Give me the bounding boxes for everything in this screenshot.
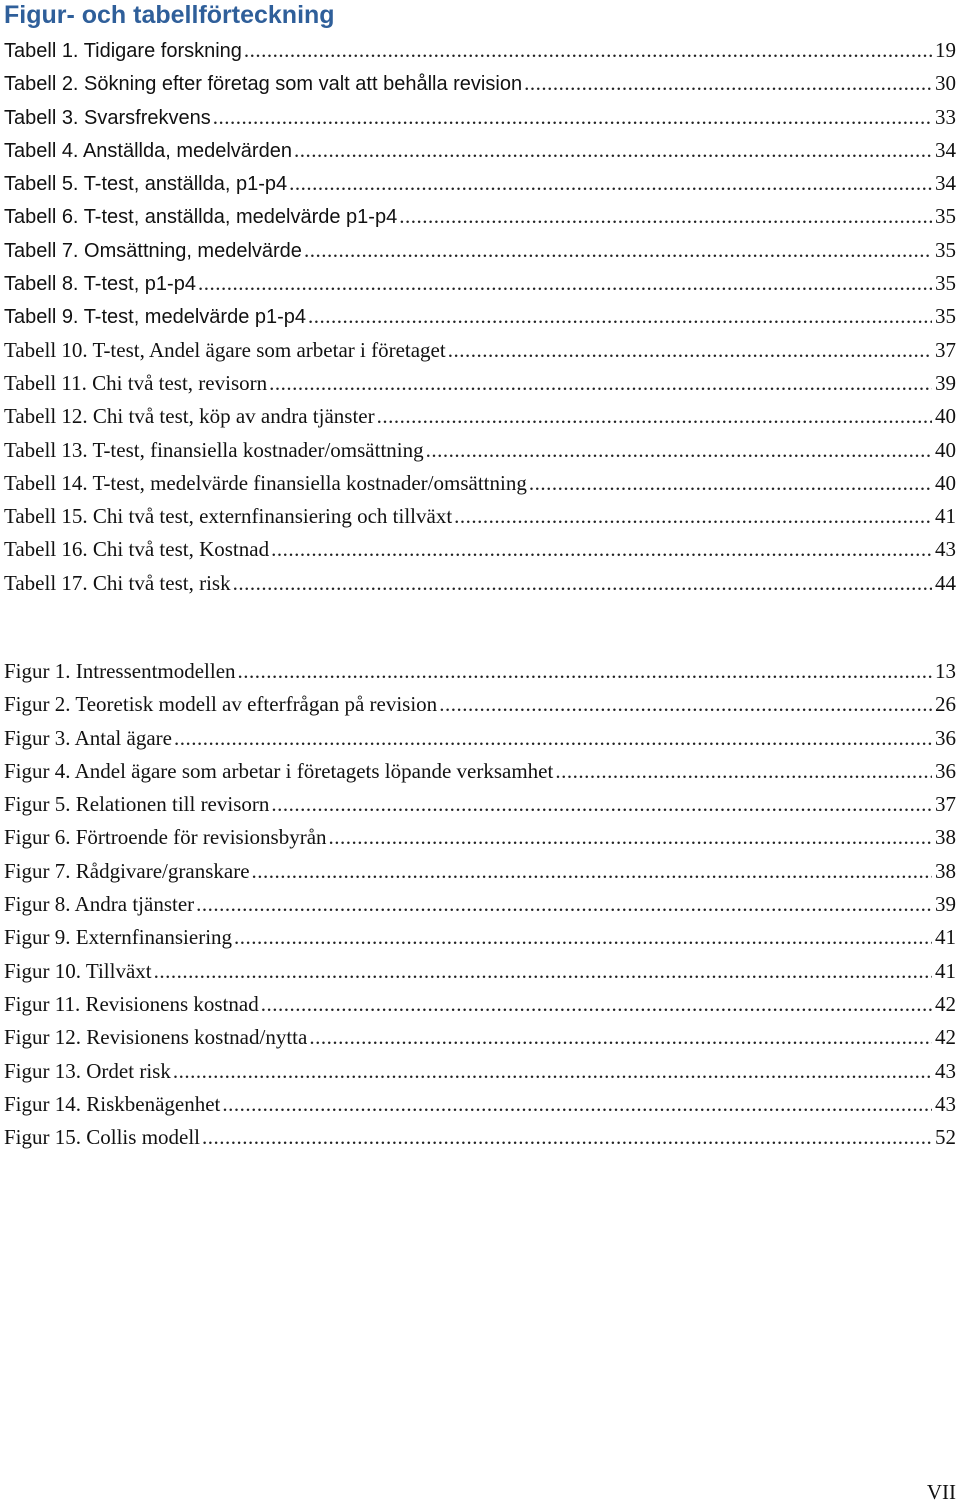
toc-entry-label: Tabell 2. Sökning efter företag som valt att behålla revision — [4, 68, 524, 101]
toc-entry-page: 35 — [932, 300, 956, 333]
dot-leader — [555, 755, 932, 788]
toc-entry-label: Figur 3. Antal ägare — [4, 722, 174, 755]
toc-entry-tabell-17[interactable] — [4, 567, 956, 600]
toc-entry-figur-4[interactable] — [4, 755, 956, 788]
toc-entry-page: 35 — [932, 267, 956, 300]
figure-list — [4, 655, 956, 1154]
dot-leader — [213, 101, 932, 134]
toc-entry-tabell-6[interactable] — [4, 200, 956, 233]
dot-leader — [238, 655, 932, 688]
toc-entry-page: 35 — [932, 234, 956, 267]
toc-entry-page: 37 — [932, 788, 956, 821]
toc-entry-label: Figur 2. Teoretisk modell av efterfrågan på revision — [4, 688, 439, 721]
dot-leader — [269, 367, 932, 400]
toc-entry-label: Figur 9. Externfinansiering — [4, 921, 234, 954]
toc-entry-tabell-8[interactable] — [4, 267, 956, 300]
toc-entry-label: Tabell 13. T-test, finansiella kostnader/omsättning — [4, 434, 426, 467]
toc-entry-figur-3[interactable] — [4, 722, 956, 755]
toc-entry-tabell-2[interactable] — [4, 67, 956, 100]
dot-leader — [234, 921, 932, 954]
toc-entry-figur-8[interactable] — [4, 888, 956, 921]
toc-entry-page: 39 — [932, 888, 956, 921]
toc-entry-page: 41 — [932, 500, 956, 533]
toc-entry-label: Tabell 7. Omsättning, medelvärde — [4, 235, 304, 268]
toc-entry-label: Tabell 5. T-test, anställda, p1-p4 — [4, 168, 289, 201]
toc-entry-tabell-5[interactable] — [4, 167, 956, 200]
toc-entry-label: Figur 14. Riskbenägenhet — [4, 1088, 222, 1121]
dot-leader — [304, 234, 932, 267]
toc-entry-tabell-4[interactable] — [4, 134, 956, 167]
toc-entry-label: Figur 11. Revisionens kostnad — [4, 988, 261, 1021]
toc-entry-page: 42 — [932, 988, 956, 1021]
toc-entry-tabell-7[interactable] — [4, 234, 956, 267]
toc-entry-label: Figur 10. Tillväxt — [4, 955, 154, 988]
toc-entry-page: 40 — [932, 400, 956, 433]
toc-entry-tabell-14[interactable] — [4, 467, 956, 500]
toc-entry-page: 38 — [932, 821, 956, 854]
toc-entry-figur-14[interactable] — [4, 1088, 956, 1121]
toc-entry-tabell-3[interactable] — [4, 101, 956, 134]
toc-entry-label: Tabell 6. T-test, anställda, medelvärde p1-p4 — [4, 201, 399, 234]
dot-leader — [289, 167, 932, 200]
dot-leader — [244, 34, 932, 67]
dot-leader — [198, 267, 932, 300]
toc-entry-figur-5[interactable] — [4, 788, 956, 821]
toc-entry-page: 37 — [932, 334, 956, 367]
dot-leader — [454, 500, 932, 533]
toc-entry-label: Tabell 9. T-test, medelvärde p1-p4 — [4, 301, 308, 334]
toc-entry-figur-15[interactable] — [4, 1121, 956, 1154]
toc-entry-page: 43 — [932, 1088, 956, 1121]
toc-entry-page: 43 — [932, 1055, 956, 1088]
toc-entry-figur-11[interactable] — [4, 988, 956, 1021]
toc-entry-label: Tabell 4. Anställda, medelvärden — [4, 135, 294, 168]
toc-entry-label: Figur 4. Andel ägare som arbetar i företagets löpande verksamhet — [4, 755, 555, 788]
toc-entry-label: Figur 6. Förtroende för revisionsbyrån — [4, 821, 329, 854]
toc-entry-label: Tabell 17. Chi två test, risk — [4, 567, 233, 600]
toc-entry-label: Figur 12. Revisionens kostnad/nytta — [4, 1021, 309, 1054]
toc-entry-label: Figur 7. Rådgivare/granskare — [4, 855, 252, 888]
dot-leader — [524, 67, 932, 100]
toc-entry-page: 19 — [932, 34, 956, 67]
toc-entry-page: 35 — [932, 200, 956, 233]
toc-entry-tabell-12[interactable] — [4, 400, 956, 433]
toc-entry-label: Figur 5. Relationen till revisorn — [4, 788, 271, 821]
dot-leader — [448, 334, 932, 367]
dot-leader — [196, 888, 932, 921]
dot-leader — [252, 855, 932, 888]
toc-entry-label: Tabell 11. Chi två test, revisorn — [4, 367, 269, 400]
toc-entry-page: 33 — [932, 101, 956, 134]
dot-leader — [154, 955, 932, 988]
dot-leader — [439, 688, 932, 721]
toc-entry-page: 13 — [932, 655, 956, 688]
dot-leader — [309, 1021, 932, 1054]
dot-leader — [329, 821, 932, 854]
dot-leader — [271, 533, 932, 566]
toc-entry-page: 41 — [932, 921, 956, 954]
toc-entry-page: 40 — [932, 434, 956, 467]
toc-entry-tabell-13[interactable] — [4, 434, 956, 467]
toc-entry-page: 43 — [932, 533, 956, 566]
dot-leader — [377, 400, 932, 433]
dot-leader — [174, 722, 932, 755]
toc-entry-tabell-11[interactable] — [4, 367, 956, 400]
toc-entry-label: Tabell 1. Tidigare forskning — [4, 35, 244, 68]
toc-entry-tabell-15[interactable] — [4, 500, 956, 533]
dot-leader — [308, 300, 932, 333]
toc-entry-label: Tabell 14. T-test, medelvärde finansiella kostnader/omsättning — [4, 467, 529, 500]
toc-entry-page: 52 — [932, 1121, 956, 1154]
dot-leader — [233, 567, 932, 600]
toc-entry-label: Figur 15. Collis modell — [4, 1121, 202, 1154]
toc-entry-figur-12[interactable] — [4, 1021, 956, 1054]
dot-leader — [271, 788, 932, 821]
toc-entry-page: 26 — [932, 688, 956, 721]
toc-entry-figur-2[interactable] — [4, 688, 956, 721]
toc-entry-tabell-9[interactable] — [4, 300, 956, 333]
toc-entry-label: Tabell 12. Chi två test, köp av andra tjänster — [4, 400, 377, 433]
toc-entry-page: 42 — [932, 1021, 956, 1054]
toc-entry-label: Figur 1. Intressentmodellen — [4, 655, 238, 688]
toc-entry-page: 34 — [932, 167, 956, 200]
toc-entry-label: Tabell 15. Chi två test, externfinansiering och tillväxt — [4, 500, 454, 533]
toc-entry-page: 39 — [932, 367, 956, 400]
dot-leader — [261, 988, 932, 1021]
dot-leader — [529, 467, 932, 500]
table-list — [4, 34, 956, 600]
toc-entry-page: 40 — [932, 467, 956, 500]
toc-entry-page: 41 — [932, 955, 956, 988]
dot-leader — [399, 200, 932, 233]
toc-entry-tabell-10[interactable] — [4, 334, 956, 367]
page-number: VII — [926, 1480, 956, 1504]
dot-leader — [202, 1121, 932, 1154]
toc-entry-figur-13[interactable] — [4, 1055, 956, 1088]
dot-leader — [173, 1055, 932, 1088]
toc-entry-label: Tabell 16. Chi två test, Kostnad — [4, 533, 271, 566]
toc-entry-figur-10[interactable] — [4, 955, 956, 988]
toc-entry-tabell-1[interactable] — [4, 34, 956, 67]
toc-entry-tabell-16[interactable] — [4, 533, 956, 566]
toc-entry-page: 34 — [932, 134, 956, 167]
toc-entry-figur-7[interactable] — [4, 855, 956, 888]
page-title: Figur- och tabellförteckning — [4, 1, 335, 29]
toc-entry-page: 38 — [932, 855, 956, 888]
toc-entry-label: Tabell 3. Svarsfrekvens — [4, 102, 213, 135]
dot-leader — [222, 1088, 932, 1121]
toc-entry-page: 44 — [932, 567, 956, 600]
toc-entry-page: 30 — [932, 67, 956, 100]
toc-entry-label: Figur 8. Andra tjänster — [4, 888, 196, 921]
dot-leader — [426, 434, 932, 467]
toc-entry-figur-9[interactable] — [4, 921, 956, 954]
toc-entry-label: Tabell 10. T-test, Andel ägare som arbetar i företaget — [4, 334, 448, 367]
toc-entry-label: Figur 13. Ordet risk — [4, 1055, 173, 1088]
toc-entry-page: 36 — [932, 755, 956, 788]
toc-entry-figur-1[interactable] — [4, 655, 956, 688]
toc-entry-label: Tabell 8. T-test, p1-p4 — [4, 268, 198, 301]
dot-leader — [294, 134, 932, 167]
toc-entry-page: 36 — [932, 722, 956, 755]
toc-entry-figur-6[interactable] — [4, 821, 956, 854]
